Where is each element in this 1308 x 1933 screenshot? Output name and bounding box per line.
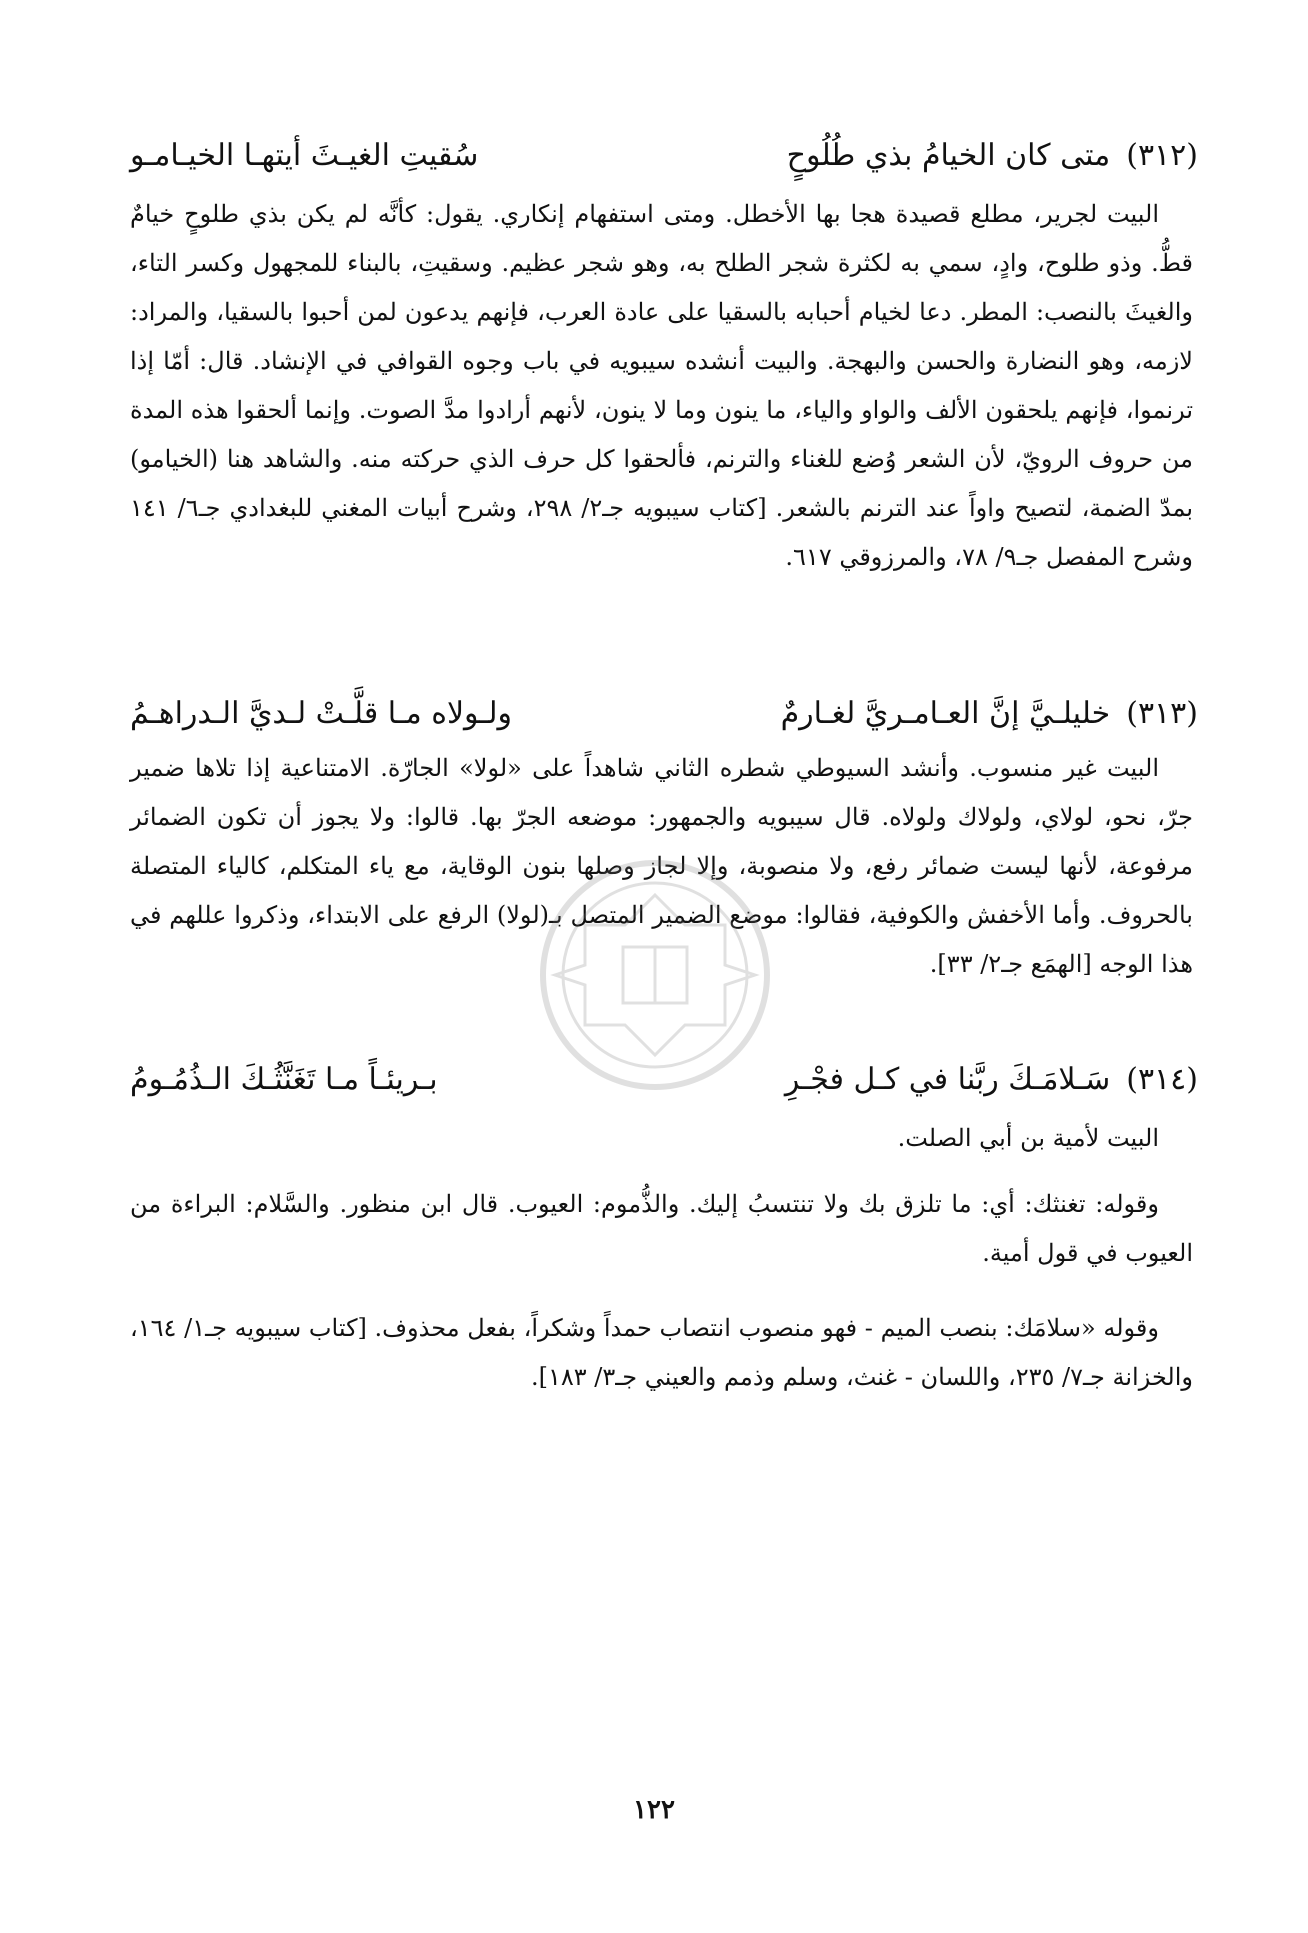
verse-second-hemistich: بـريئـاً مـا تَغَنَّثُـكَ الـذُمُـومُ xyxy=(130,1062,438,1097)
verse-number: (٣١٤) xyxy=(1126,1062,1198,1097)
commentary-paragraph: البيت لجرير، مطلع قصيدة هجا بها الأخطل. ومتى استفهام إنكاري. يقول: كأنَّه لم يكن بذي طلوحٍ خيامٌ قطُّ. وذو طلوح، وادٍ، سمي به لكثرة شجر الطلح به، وهو شجر عظيم. وسقيتِ، بالبناء للمجهول وكسر التاء، والغيثَ بالنصب: المطر. دعا لخيام أحبابه بالسقيا على عادة العرب، فإنهم يدعون لمن أحبوا بالسقيا، والمراد: لازمه، وهو النضارة والحسن والبهجة. والبيت أنشده سيبويه في باب وجوه القوافي في الإنشاد. قال: أمّا إذا ترنموا، فإنهم يلحقون الألف والواو والياء، ما ينون وما لا ينون، لأنهم أرادوا مدَّ الصوت. وإنما ألحقوا هذه المدة من حروف الرويّ، لأن الشعر وُضع للغناء والترنم، فألحقوا كل حرف الذي حركته منه. والشاهد هنا (الخيامو) بمدّ الضمة، لتصيح واواً عند الترنم بالشعر. [كتاب سيبويه جـ٢/ ٢٩٨، وشرح أبيات المغني للبغدادي جـ٦/ ١٤١ وشرح المفصل جـ٩/ ٧٨، والمرزوقي ٦١٧. xyxy=(130,200,1193,571)
verse-first-hemistich: سَـلامَـكَ ربَّنا في كـل فجْـرِ xyxy=(784,1062,1111,1097)
verse-first-hemistich: خليلـيَّ إنَّ العـامـريَّ لغـارمٌ xyxy=(780,696,1111,731)
verse-312 xyxy=(130,128,1198,184)
verse-second-hemistich: سُقيتِ الغيـثَ أيتهـا الخيـامـو xyxy=(130,138,479,173)
verse-number: (٣١٣) xyxy=(1126,696,1198,731)
commentary-paragraph: البيت غير منسوب. وأنشد السيوطي شطره الثاني شاهداً على «لولا» الجارّة. الامتناعية إذا تلاها ضمير جرّ، نحو، لولاي، ولولاك ولولاه. قال سيبويه والجمهور: موضعه الجرّ بها. قالوا: ولا يجوز أن تكون الضمائر مرفوعة، لأنها ليست ضمائر رفع، ولا منصوبة، وإلا لجاز وصلها بنون الوقاية، مع ياء المتكلم، كالياء المتصلة بالحروف. وأما الأخفش والكوفية، فقالوا: موضع الضمير المتصل بـ(لولا) الرفع على الابتداء، وذكروا عللهم في هذا الوجه [الهمَع جـ٢/ ٣٣]. xyxy=(130,754,1193,978)
commentary-paragraph: وقوله: تغنثك: أي: ما تلزق بك ولا تنتسبُ إليك. والذُّموم: العيوب. قال ابن منظور. والسَّلام: البراءة من العيوب في قول أمية. xyxy=(130,1190,1193,1267)
verse-first-hemistich: متى كان الخيامُ بذي طُلُوحٍ xyxy=(786,138,1111,173)
verse-313 xyxy=(130,686,1198,742)
commentary-paragraph: وقوله «سلامَك: بنصب الميم - فهو منصوب انتصاب حمداً وشكراً، بفعل محذوف. [كتاب سيبويه جـ١/ ١٦٤، والخزانة جـ٧/ ٢٣٥، واللسان - غنث، وسلم وذمم والعيني جـ٣/ ١٨٣]. xyxy=(130,1314,1193,1391)
verse-number: (٣١٢) xyxy=(1126,138,1198,173)
page-number: ١٢٢ xyxy=(633,1795,675,1825)
commentary-attribution: البيت لأمية بن أبي الصلت. xyxy=(897,1124,1159,1152)
library-seal-icon xyxy=(535,855,775,1095)
verse-second-hemistich: ولـولاه مـا قلَّـتْ لـديَّ الـدراهـمُ xyxy=(130,696,512,731)
